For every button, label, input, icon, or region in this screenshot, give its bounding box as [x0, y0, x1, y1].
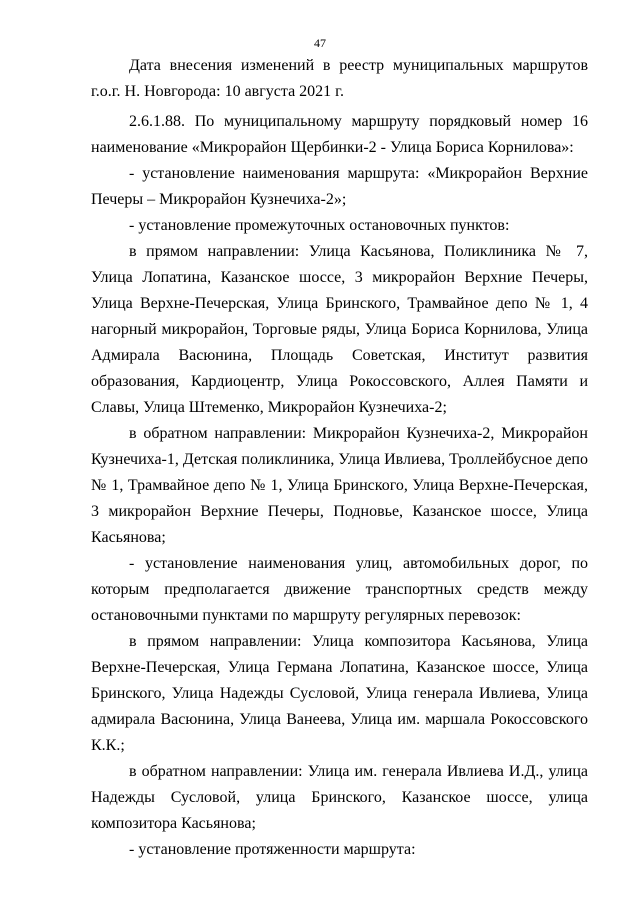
paragraph-streets-heading: - установление наименования улиц, автомобильных дорог, по которым предполагается движение транспортных средств между остановочными пунктами по маршруту регулярных перевозок: — [91, 555, 588, 624]
paragraph-registry-date: Дата внесения изменений в реестр муниципальных маршрутов г.о.г. Н. Новгорода: 10 августа 2021 г. — [91, 57, 588, 100]
paragraph-stops-backward: в обратном направлении: Микрорайон Кузнечиха-2, Микрорайон Кузнечиха-1, Детская поликлиника, Улица Ивлиева, Троллейбусное депо № 1, Трамвайное депо № 1, Улица Бринского, Улица Верхне-Печерская, 3 микрорайон Верхние Печеры, Подновье, Казанское шоссе, Улица Касьянова; — [91, 425, 588, 546]
paragraph-stops-forward: в прямом направлении: Улица Касьянова, Поликлиника № 7, Улица Лопатина, Казанское шоссе, 3 микрорайон Верхние Печеры, Улица Верхне-Печерская, Улица Бринского, Трамвайное депо № 1, 4 нагорный микрорайон, Торговые ряды, Улица Бориса Корнилова, Улица Адмирала Васюнина, Площадь Советская, Институт развития образования, Кардиоцентр, Улица Рокоссовского, Аллея Памяти и Славы, Улица Штеменко, Микрорайон Кузнечиха-2; — [91, 243, 588, 416]
paragraph-stops-heading: - установление промежуточных остановочных пунктов: — [129, 217, 510, 234]
paragraph-route-heading: 2.6.1.88. По муниципальному маршруту порядковый номер 16 наименование «Микрорайон Щербинки-2 - Улица Бориса Корнилова»: — [91, 113, 588, 156]
paragraph-length-heading: - установление протяженности маршрута: — [129, 841, 416, 858]
paragraph-streets-backward: в обратном направлении: Улица им. генерала Ивлиева И.Д., улица Надежды Сусловой, улица Бринского, Казанское шоссе, улица композитора Касьянова; — [91, 763, 588, 832]
paragraph-streets-forward: в прямом направлении: Улица композитора Касьянова, Улица Верхне-Печерская, Улица Германа Лопатина, Казанское шоссе, Улица Бринского, Улица Надежды Сусловой, Улица генерала Ивлиева, Улица адмирала Васюнина, Улица Ванеева, Улица им. маршала Рокоссовского К.К.; — [91, 633, 588, 754]
page-number: 47 — [314, 36, 326, 50]
document-body — [91, 53, 588, 863]
paragraph-route-name: - установление наименования маршрута: «Микрорайон Верхние Печеры – Микрорайон Кузнечиха-2»; — [91, 165, 588, 208]
